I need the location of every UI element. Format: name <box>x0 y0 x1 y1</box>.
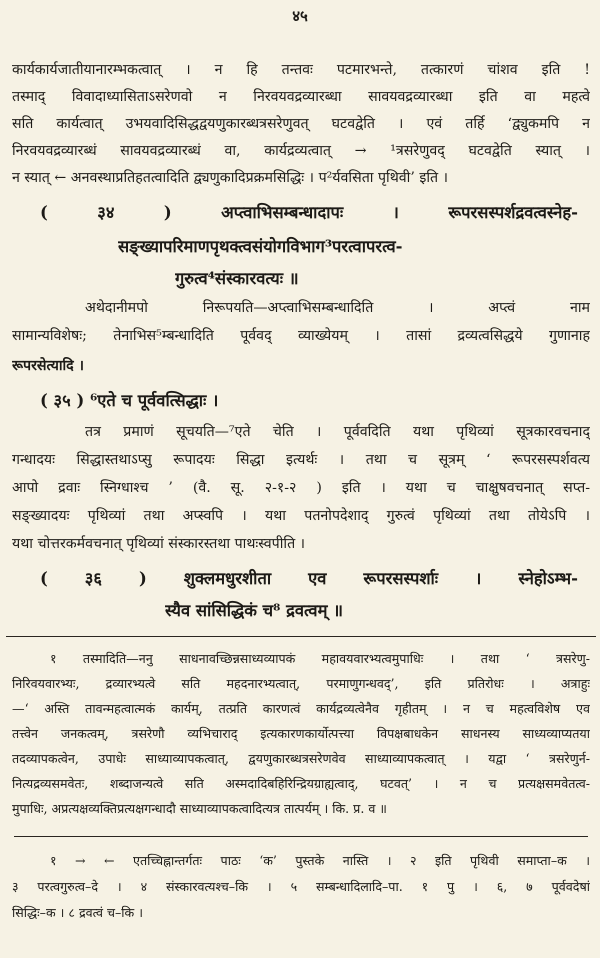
sutra-number: ( ३५ ) <box>40 391 85 410</box>
commentary-line: नित्यद्रव्यसमवेतः, शब्दाजन्यत्वे सति अस्मदादिबहिरिन्द्रियग्राह्यत्वाद्, घटवत्’ । न च प्रत्यक्षसमवेतत्व- <box>12 776 590 791</box>
commentary-line: १ तस्मादिति—ननु साधनावच्छिन्नसाध्यव्यापकं महावयवारभ्यत्वमुपाधिः । तथा ‘ त्रसरेणु- <box>50 651 590 666</box>
sutra-35-line <box>40 388 578 411</box>
body-line: रूपरसेत्यादि । <box>12 358 85 374</box>
sutra-text: शुक्लमधुरशीता एव रूपरसस्पर्शाः । स्नेहोऽम्भ- <box>183 569 578 588</box>
footnote-line: सिद्धिः–क । ८ द्रवत्वं च–कि । <box>12 905 143 920</box>
body-line: तत्र प्रमाणं सूचयति—⁷एते चेति । पूर्ववदिति यथा पृथिव्यां सूत्रकारवचनाद् <box>85 424 590 440</box>
body-line: सामान्यविशेषः; तेनाभिस⁵म्बन्धादिति पूर्ववद् व्याख्येयम् । तासां द्रव्यत्वसिद्धये गुणानाह <box>12 328 590 344</box>
body-line: यथा चोत्तरकर्मवचनात् पृथिव्यां संस्कारस्तथा पाथःस्वपीति । <box>12 536 306 552</box>
sutra-text: ⁶एते च पूर्ववत्सिद्धाः । <box>90 391 219 410</box>
body-line: तस्माद् विवादाध्यासिताऽसरेणवो न निरवयवद्रव्यारब्धा सावयवद्रव्यारब्धा इति वा महत्वे <box>12 89 590 105</box>
page-number: ४५ <box>292 7 308 25</box>
sutra-number: ( ३६ ) <box>40 569 147 588</box>
commentary-divider <box>6 636 596 637</box>
sutra-36-line-2: स्यैव सांसिद्धिकं च⁸ द्रवत्वम् ॥ <box>165 601 344 620</box>
body-line: कार्यकार्यजातीयानारम्भकत्वात् । न हि तन्तवः पटमारभन्ते, तत्कारणं चांशव इति ! <box>12 62 590 78</box>
body-line: न स्यात् ← अनवस्थाप्रतिहतत्वादिति द्व्यणुकादिप्रक्रमसिद्धिः । प²र्यवसिता पृथिवी’ इति । <box>12 170 448 186</box>
footnote-line: ३ परत्वगुरुत्व–दे । ४ संस्कारवत्यश्च–कि । ५ सम्बन्धादिलादि–पा. १ पु । ६, ७ पूर्ववदेषां <box>12 879 590 894</box>
body-line: निरवयवद्रव्यारब्धं सावयवद्रव्यारब्धं वा, कार्यद्रव्यत्वात् → ¹त्रसरेणुवद् घटवद्वेति स्यात् । <box>12 143 590 159</box>
body-line: गन्धादयः सिद्धास्तथाऽप्सु रूपादयः सिद्धा इत्यर्थः । तथा च सूत्रम् ‘ रूपरसस्पर्शवत्य <box>12 452 590 468</box>
body-line: सति कार्यत्वात् उभयवादिसिद्धद्वयणुकारब्धत्रसरेणुवत् घटवद्वेति । एवं तर्हि ‘द्व्युकमपि न <box>12 116 590 132</box>
commentary-line: तदव्यापकत्वेन, उपाधेः साध्याव्यापकत्वात्, द्वयणुकारब्धत्रसरेणवेव साध्याव्यापकत्वात् । यद्वा ‘ त्रसरेणुर्न- <box>12 751 590 766</box>
sutra-34-line-1 <box>40 200 578 223</box>
sutra-34-line-3: गुरुत्व⁴संस्कारवत्यः ॥ <box>175 269 299 288</box>
footnote-divider <box>14 836 588 837</box>
body-line: अथेदानीमपो निरूपयति—अप्त्वाभिसम्बन्धादिति । अप्त्वं नाम <box>85 300 590 316</box>
footnote-line: १ → ← एतच्चिह्नान्तर्गतः पाठः ‘क’ पुस्तके नास्ति । २ इति पृथिवी समाप्ता–क । <box>50 853 590 868</box>
commentary-line: तत्त्वेन जनकत्वम्, त्रसरेणौ व्यभिचाराद् इत्यकारणकार्योत्पत्त्या विपक्षबाधकेन साधनस्य साध्यव्याप्यतया <box>12 726 590 741</box>
commentary-line: —‘ अस्ति तावन्महत्वात्मकं कार्यम्, तत्प्रति कारणत्वं कार्यद्रव्यत्वेनैव गृहीतम् । न च महत्वविशेष एव <box>12 701 590 716</box>
sutra-text: अप्त्वाभिसम्बन्धादापः । रूपरसस्पर्शद्रवत्वस्नेह- <box>221 203 578 222</box>
sutra-number: ( ३४ ) <box>40 203 172 222</box>
sutra-34-line-2: सङ्ख्यापरिमाणपृथक्त्वसंयोगविभाग³परत्वापरत्व- <box>118 237 403 256</box>
sutra-36-line-1 <box>40 566 578 589</box>
body-line: सङ्ख्यादयः पृथिव्यां तथा अप्स्वपि । यथा पतनोपदेशाद् गुरुत्वं पृथिव्यां तथा तोयेऽपि । <box>12 508 590 524</box>
commentary-line: मुपाधिः, अप्रत्यक्षव्यक्तिप्रत्यक्षगन्धादौ साध्याव्यापकत्वादित्यत्र तात्पर्यम् । कि. प्र. व ॥ <box>12 801 387 816</box>
body-line: आपो द्रवाः स्निग्धाश्च ’ (वै. सू. २-१-२ ) इति । यथा च चाक्षुषवचनात् सप्त- <box>12 480 590 496</box>
commentary-line: निरिवयवारभ्यः, द्रव्यारभ्यत्वे सति महदनारभ्यत्वात्, परमाणुगन्धवद्’, इति प्रतिरोधः । अत्राहुः <box>12 676 590 691</box>
